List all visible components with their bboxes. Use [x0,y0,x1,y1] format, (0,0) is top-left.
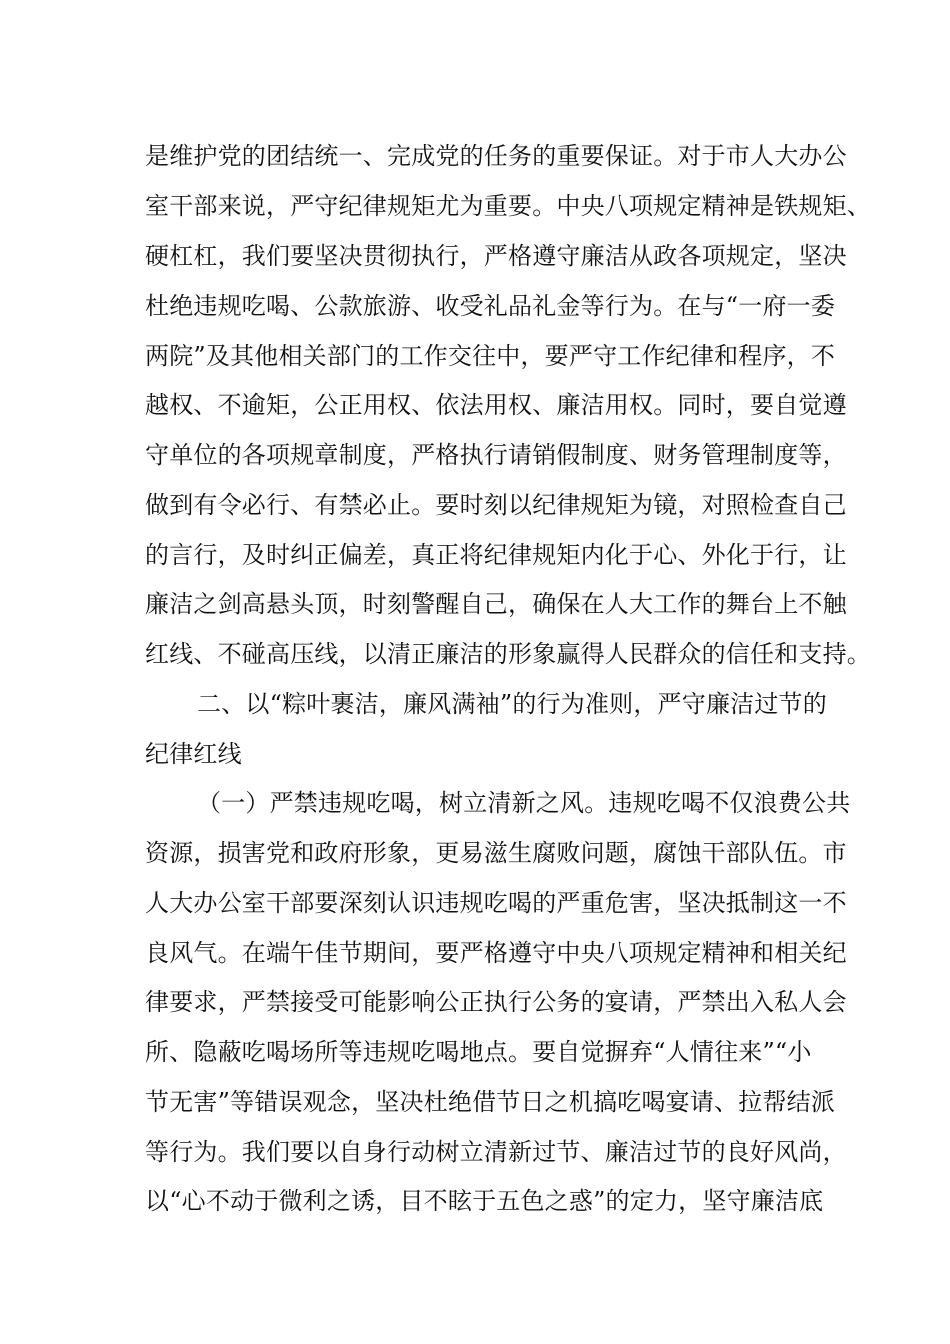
text-line: 以“心不动于微利之诱，目不眩于五色之惑”的定力，坚守廉洁底 [145,1187,824,1215]
text-line: 廉洁之剑高悬头顶，时刻警醒自己，确保在人大工作的舞台上不触 [145,590,847,618]
text-line: 等行为。我们要以自身行动树立清新过节、廉洁过节的良好风尚， [145,1138,847,1166]
text-line: 良风气。在端午佳节期间，要严格遵守中央八项规定精神和相关纪 [145,939,847,967]
text-line: 所、隐蔽吃喝场所等违规吃喝地点。要自觉摒弃“人情往来”“小 [145,1038,812,1066]
text-line: 守单位的各项规章制度，严格执行请销假制度、财务管理制度等， [145,441,847,469]
text-line: 资源，损害党和政府形象，更易滋生腐败问题，腐蚀干部队伍。市 [145,839,847,867]
text-line: 室干部来说，严守纪律规矩尤为重要。中央八项规定精神是铁规矩、 [145,192,871,220]
text-line: 人大办公室干部要深刻认识违规吃喝的严重危害，坚决抵制这一不 [145,889,847,917]
text-line: 两院”及其他相关部门的工作交往中，要严守工作纪律和程序，不 [145,342,836,370]
subsection-paragraph-start: （一）严禁违规吃喝，树立清新之风。违规吃喝不仅浪费公共 [197,789,851,817]
text-line: 的言行，及时纠正偏差，真正将纪律规矩内化于心、外化于行，让 [145,541,847,569]
text-line: 是维护党的团结统一、完成党的任务的重要保证。对于市人大办公 [145,142,847,170]
section-heading-continued: 纪律红线 [145,740,242,768]
text-line: 节无害”等错误观念，坚决杜绝借节日之机搞吃喝宴请、拉帮结派 [145,1088,836,1116]
section-heading: 二、以“粽叶裹洁，廉风满袖”的行为准则，严守廉洁过节的 [197,690,827,718]
text-line: 越权、不逾矩，公正用权、依法用权、廉洁用权。同时，要自觉遵 [145,391,847,419]
text-line: 做到有令必行、有禁必止。要时刻以纪律规矩为镜，对照检查自己 [145,491,847,519]
text-line: 硬杠杠，我们要坚决贯彻执行，严格遵守廉洁从政各项规定，坚决 [145,242,847,270]
text-line: 杜绝违规吃喝、公款旅游、收受礼品礼金等行为。在与“一府一委 [145,292,836,320]
text-line: 红线、不碰高压线，以清正廉洁的形象赢得人民群众的信任和支持。 [145,640,871,668]
text-line: 律要求，严禁接受可能影响公正执行公务的宴请，严禁出入私人会 [145,988,847,1016]
